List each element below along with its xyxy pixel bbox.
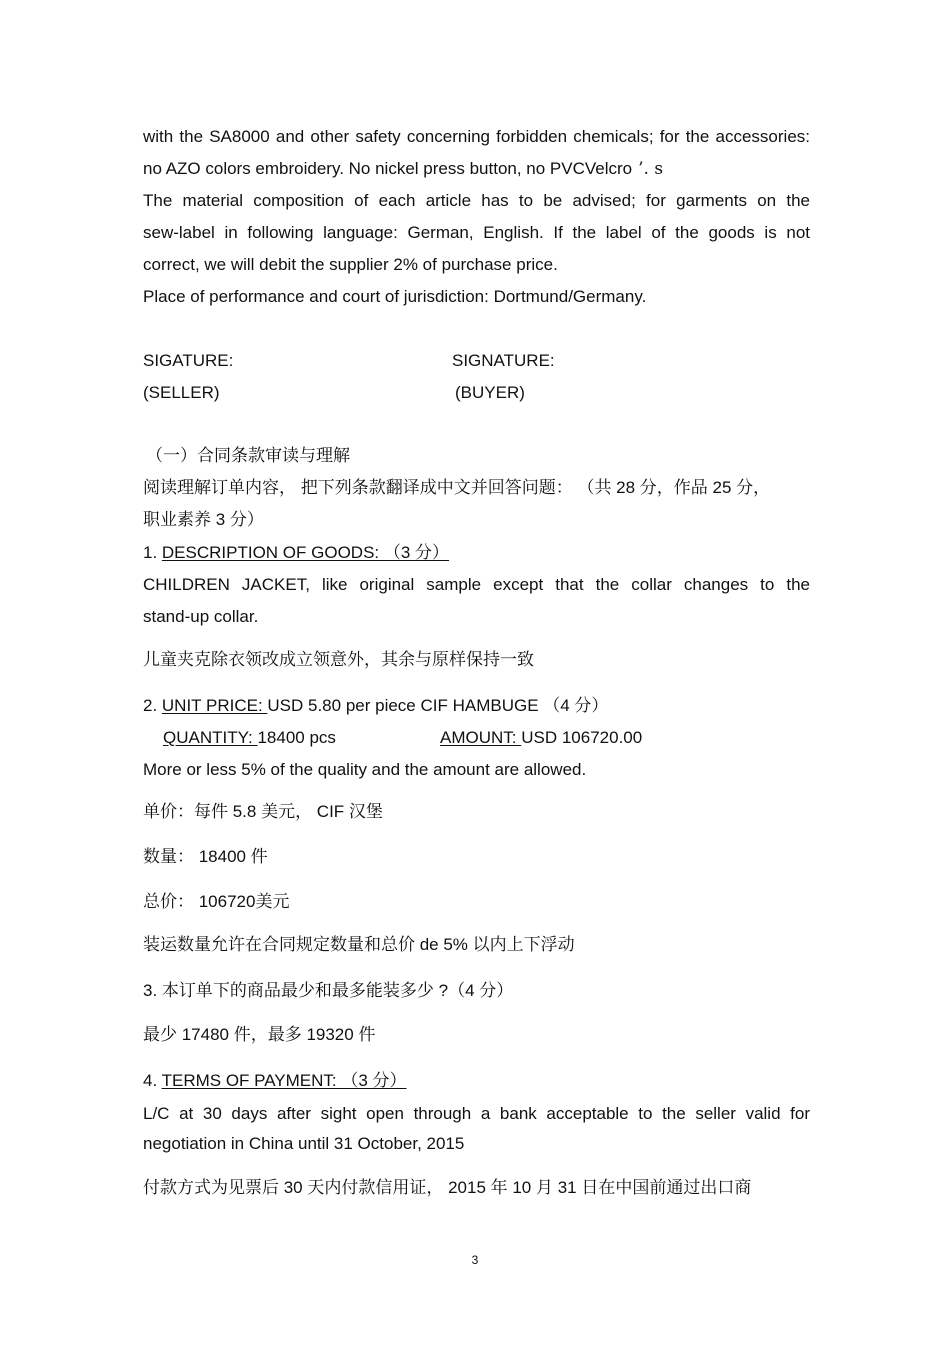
intro-line-2 <box>143 158 810 180</box>
quantity-value: 18400 pcs <box>257 728 336 747</box>
amount-label: AMOUNT: <box>440 728 522 747</box>
q2-zh-amount: 总价： 106720美元 <box>143 892 290 911</box>
instruction-line-1: 阅读理解订单内容， 把下列条款翻译成中文并回答问题： （共 28 分，作品 25 分， <box>143 478 771 497</box>
q4-heading: TERMS OF PAYMENT: （3 分） <box>161 1071 407 1090</box>
buyer-signature-label: SIGNATURE: <box>452 351 555 370</box>
unit-price-label: UNIT PRICE: <box>161 696 268 715</box>
q4-heading-line <box>143 1070 810 1092</box>
q3-answer: 最少 17480 件，最多 19320 件 <box>143 1025 376 1044</box>
seller-role: (SELLER) <box>143 383 220 402</box>
q1-english-line-1: CHILDREN JACKET, like original sample except that the collar changes to the <box>143 575 810 594</box>
quantity-label: QUANTITY: <box>163 728 258 747</box>
q1-heading: DESCRIPTION OF GOODS: （3 分） <box>161 543 450 562</box>
unit-price-value: USD 5.80 per piece CIF HAMBUGE （4 分） <box>267 696 609 715</box>
intro-line-2-tail: ’. s <box>638 159 664 179</box>
q1-chinese: 儿童夹克除衣领改成立领意外，其余与原样保持一致 <box>143 650 534 669</box>
intro-line-1: with the SA8000 and other safety concerning forbidden chemicals; for the accessories: <box>143 127 810 146</box>
q1-heading-line <box>143 542 810 564</box>
q2-zh-unit-price: 单价：每件 5.8 美元， CIF 汉堡 <box>143 802 383 821</box>
q4-chinese: 付款方式为见票后 30 天内付款信用证， 2015 年 10 月 31 日在中国前通过出口商 <box>143 1178 752 1197</box>
q2-amount <box>440 727 642 749</box>
intro-line-6: Place of performance and court of jurisdiction: Dortmund/Germany. <box>143 287 647 306</box>
q2-number: 2. <box>143 696 162 715</box>
q3-question: 3. 本订单下的商品最少和最多能装多少 ?（4 分） <box>143 981 514 1000</box>
q2-unit-price-line <box>143 695 810 717</box>
intro-line-4: sew-label in following language: German, English. If the label of the goods is not <box>143 223 810 242</box>
q2-zh-more-or-less: 装运数量允许在合同规定数量和总价 de 5% 以内上下浮动 <box>143 935 575 954</box>
section-title: （一）合同条款审读与理解 <box>146 446 350 465</box>
q1-number: 1. <box>143 543 162 562</box>
intro-line-2-text: no AZO colors embroidery. No nickel press button, no PVCVelcro <box>143 159 633 178</box>
q1-english-line-2: stand-up collar. <box>143 607 259 626</box>
q2-more-or-less: More or less 5% of the quality and the amount are allowed. <box>143 760 587 779</box>
q4-english-line-1: L/C at 30 days after sight open through a bank acceptable to the seller valid for <box>143 1104 810 1123</box>
instruction-line-2: 职业素养 3 分） <box>143 510 264 529</box>
q4-number: 4. <box>143 1071 162 1090</box>
intro-line-3: The material composition of each article has to be advised; for garments on the <box>143 191 810 210</box>
q2-quantity <box>163 727 336 749</box>
q4-english-line-2: negotiation in China until 31 October, 2015 <box>143 1134 465 1153</box>
buyer-role: (BUYER) <box>455 383 525 402</box>
seller-signature-label: SIGATURE: <box>143 351 234 370</box>
page-number: 3 <box>471 1253 479 1267</box>
q2-zh-quantity: 数量： 18400 件 <box>143 847 268 866</box>
amount-value: USD 106720.00 <box>521 728 643 747</box>
intro-line-5: correct, we will debit the supplier 2% of purchase price. <box>143 255 558 274</box>
